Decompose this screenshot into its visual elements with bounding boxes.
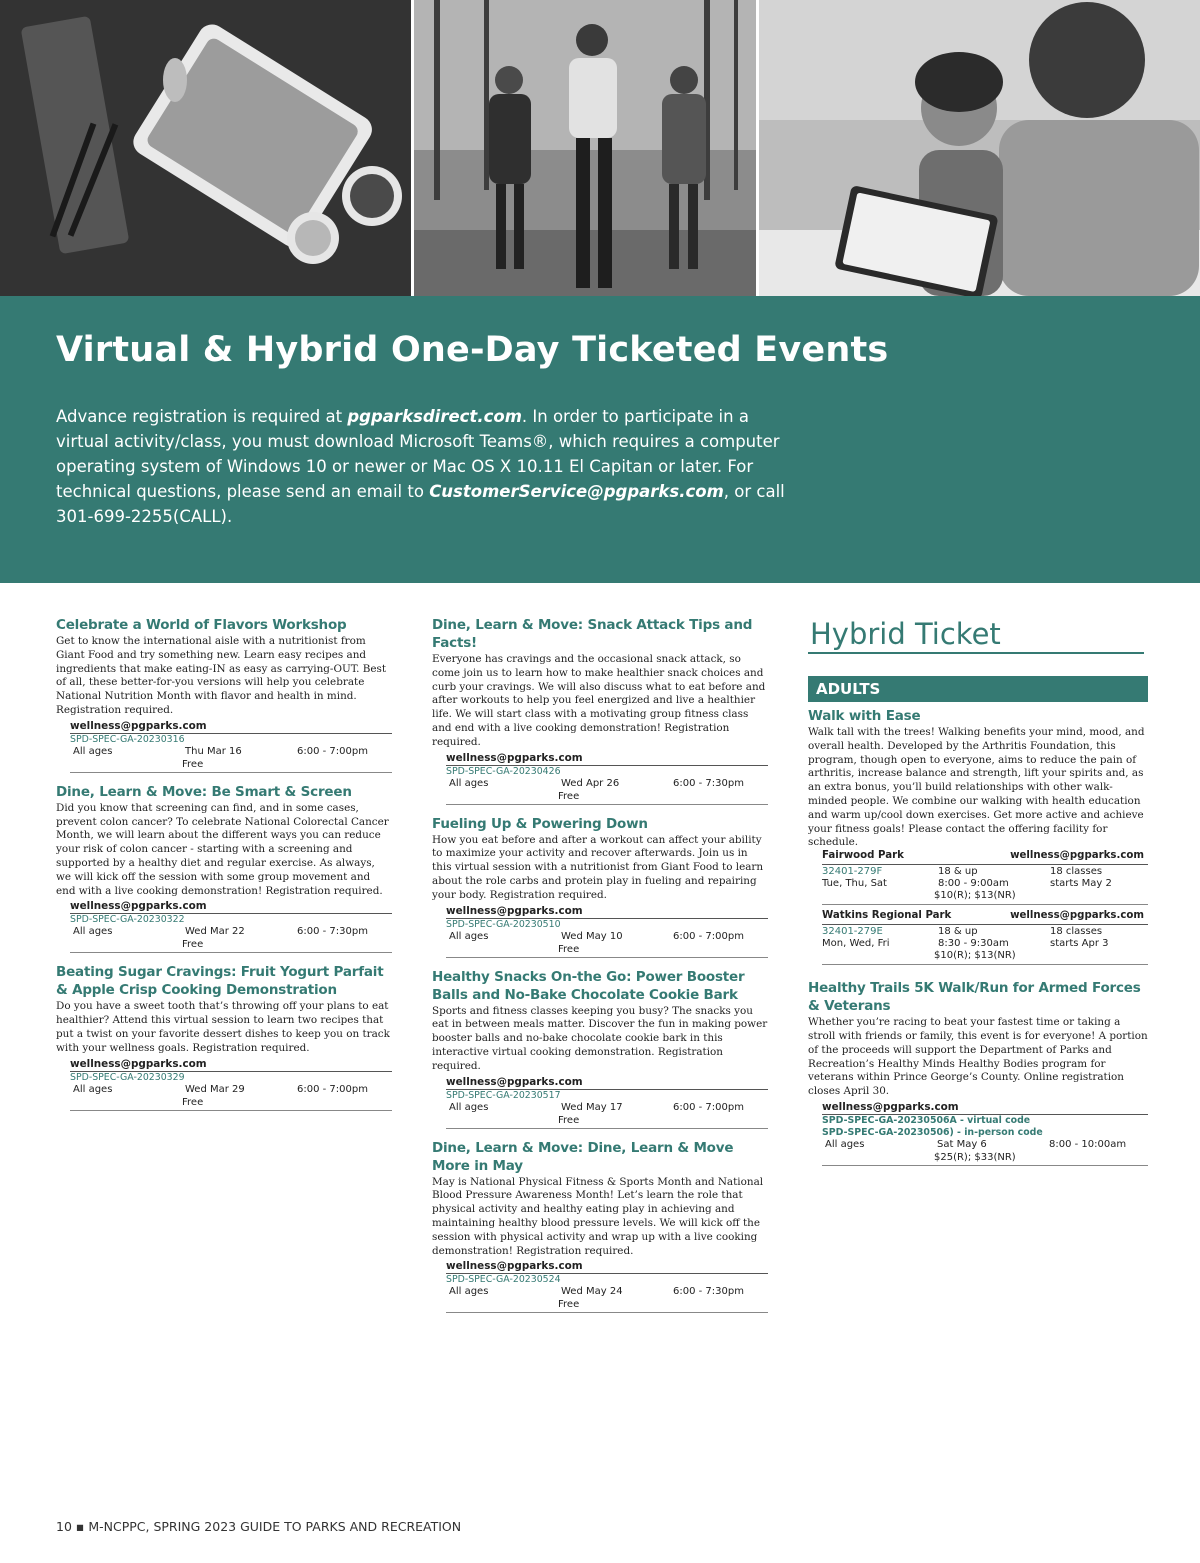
event-time: 6:00 - 7:00pm bbox=[673, 930, 744, 942]
hybrid-ticket-heading: Hybrid Ticket bbox=[808, 616, 1144, 654]
event-listing bbox=[432, 968, 768, 1129]
park-email[interactable]: wellness@pgparks.com bbox=[1010, 850, 1144, 862]
event-time: 6:00 - 7:30pm bbox=[297, 926, 368, 938]
event-date: Wed May 17 bbox=[561, 1101, 623, 1113]
event-date: Sat May 6 bbox=[937, 1138, 987, 1150]
event-contact-email[interactable]: wellness@pgparks.com bbox=[70, 720, 392, 734]
event-schedule-row bbox=[822, 1139, 1148, 1166]
event-title: Fueling Up & Powering Down bbox=[432, 815, 648, 832]
activity-days: Tue, Thu, Sat bbox=[822, 878, 887, 890]
event-date: Wed May 24 bbox=[561, 1286, 623, 1298]
event-fee: $25(R); $33(NR) bbox=[934, 1151, 1016, 1163]
event-title: Celebrate a World of Flavors Workshop bbox=[56, 617, 347, 633]
event-description: Everyone has cravings and the occasional snack attack, so come join us to learn how to make healthier snack choices and curb your cravings. We will also discuss what to eat before and after workouts to help you feel energized and live a healthier life. We will start class with a motivating group fitness class and end with a live cooking demonstration! Registration required. bbox=[432, 653, 766, 748]
event-ages: All ages bbox=[449, 930, 489, 942]
event-ages: All ages bbox=[73, 926, 113, 938]
event-description: Get to know the international aisle with a nutritionist from Giant Food and try something new. Learn easy recipes and ingredients that make eating-IN as easy as carrying-OUT. Best of all, these better-for-you versions will help you celebrate National Nutrition Month with flavor and health in mind. Registration required. bbox=[56, 635, 387, 716]
intro-text: Advance registration is required at pgparksdirect.com. In order to participate in a virtual activity/class, you must download Microsoft Teams®, which requires a computer operating system of Windows 10 or newer or Mac OS X 10.11 El Capitan or later. For technical questions, please send an email to CustomerService@pgparks.com, or call 301-699-2255(CALL). bbox=[56, 407, 785, 526]
activity-time: 8:00 - 9:00am bbox=[938, 878, 1009, 890]
event-ages: All ages bbox=[825, 1138, 865, 1150]
event-ages: All ages bbox=[449, 777, 489, 789]
activity-start: starts Apr 3 bbox=[1050, 938, 1109, 950]
event-description: May is National Physical Fitness & Sports Month and National Blood Pressure Awareness Month! Let’s learn the role that physical activity and healthy eating play in achieving and maintaining healthy blood pressure levels. We will kick off the session with physical activity and wrap up with a live cooking demonstration! Registration required. bbox=[432, 1175, 764, 1257]
activity-fee: $10(R); $13(NR) bbox=[934, 890, 1016, 902]
event-contact-email[interactable]: wellness@pgparks.com bbox=[446, 752, 768, 766]
event-code: SPD-SPEC-GA-20230510 bbox=[446, 918, 561, 930]
activity-fee: $10(R); $13(NR) bbox=[934, 950, 1016, 962]
events-column-1 bbox=[56, 616, 392, 1121]
activity-code: 32401-279E bbox=[822, 926, 883, 938]
photo-father-daughter-tablet bbox=[759, 0, 1200, 296]
event-time: 6:00 - 7:00pm bbox=[673, 1101, 744, 1113]
event-code: SPD-SPEC-GA-20230316 bbox=[70, 733, 185, 745]
activity-classes: 18 classes bbox=[1050, 866, 1103, 878]
park-schedule-row bbox=[822, 865, 1148, 905]
activity-classes: 18 classes bbox=[1050, 926, 1103, 938]
activity-time: 8:30 - 9:30am bbox=[938, 938, 1009, 950]
activity-code: 32401-279F bbox=[822, 866, 883, 878]
event-listing bbox=[432, 815, 768, 958]
page-title: Virtual & Hybrid One-Day Ticketed Events bbox=[56, 330, 889, 370]
event-date: Thu Mar 16 bbox=[185, 745, 242, 757]
event-fee: Free bbox=[558, 790, 580, 802]
activity-ages: 18 & up bbox=[938, 926, 978, 938]
event-fee: Free bbox=[558, 1114, 580, 1126]
event-schedule-row bbox=[70, 1084, 392, 1111]
event-title: Dine, Learn & Move: Dine, Learn & Move More in May bbox=[432, 1139, 734, 1174]
event-fee: Free bbox=[182, 758, 204, 770]
park-name: Fairwood Park bbox=[822, 850, 904, 862]
event-description: Sports and fitness classes keeping you busy? The snacks you eat in between meals matter. Discover the fun in making power booster balls and no-bake chocolate cookie bark in this interactive virtual cooking demonstration. Registration required. bbox=[432, 1004, 768, 1072]
event-date: Wed Mar 22 bbox=[185, 926, 245, 938]
event-title: Healthy Snacks On-the Go: Power Booster Balls and No-Bake Chocolate Cookie Bark bbox=[432, 968, 745, 1003]
event-description: Walk tall with the trees! Walking benefits your mind, mood, and overall health. Developed by the Arthritis Foundation, this program, though open to everyone, aims to reduce the pain of arthritis, increase balance and strength, lift your spirits and, as an extra bonus, you’ll build relationships with other walk-minded people. We combine our walking with health education and warm up/cool down exercises. Get more active and achieve your fitness goals! Please contact the offering facility for schedule. bbox=[808, 726, 1145, 849]
event-ages: All ages bbox=[73, 745, 113, 757]
event-description: Whether you’re racing to beat your fastest time or taking a stroll with friends or family, this event is for everyone! A portion of the proceeds will support the Department of Parks and Recreation’s Healthy Minds Healthy Bodies program for veterans within Prince George’s County. Online registration closes April 30. bbox=[808, 1016, 1148, 1098]
event-code: SPD-SPEC-GA-20230322 bbox=[70, 914, 185, 926]
event-title: Dine, Learn & Move: Snack Attack Tips and Facts! bbox=[432, 617, 753, 651]
event-title: Healthy Trails 5K Walk/Run for Armed Forces & Veterans bbox=[808, 980, 1141, 1015]
event-time: 8:00 - 10:00am bbox=[1049, 1138, 1127, 1150]
event-ages: All ages bbox=[449, 1286, 489, 1298]
event-listing bbox=[56, 616, 392, 773]
event-code: SPD-SPEC-GA-20230426 bbox=[446, 765, 561, 777]
activity-days: Mon, Wed, Fri bbox=[822, 938, 890, 950]
page-footer: 10 ▪ M-NCPPC, SPRING 2023 GUIDE TO PARKS AND RECREATION bbox=[56, 1519, 462, 1534]
event-contact-email[interactable]: wellness@pgparks.com bbox=[446, 1076, 768, 1090]
park-name: Watkins Regional Park bbox=[822, 910, 952, 922]
park-header bbox=[822, 910, 1148, 925]
website-link[interactable]: pgparksdirect.com bbox=[347, 407, 522, 426]
event-listing bbox=[56, 963, 392, 1110]
event-code: SPD-SPEC-GA-20230329 bbox=[70, 1071, 185, 1083]
event-schedule-row bbox=[446, 1286, 768, 1313]
event-date: Wed Apr 26 bbox=[561, 777, 620, 789]
adults-section-header: ADULTS bbox=[808, 676, 1148, 702]
event-time: 6:00 - 7:30pm bbox=[673, 777, 744, 789]
event-listing bbox=[56, 783, 392, 954]
event-fee: Free bbox=[558, 943, 580, 955]
photo-casserole bbox=[0, 0, 411, 296]
event-listing bbox=[432, 616, 768, 805]
event-schedule-row bbox=[446, 778, 768, 805]
photo-walkers bbox=[414, 0, 756, 296]
event-description: Do you have a sweet tooth that’s throwing off your plans to eat healthier? Attend this virtual session to learn two recipes that put a twist on your favorite dessert dishes to keep you on track with your wellness goals. Registration required. bbox=[56, 1000, 390, 1054]
event-date: Wed May 10 bbox=[561, 930, 623, 942]
event-code: SPD-SPEC-GA-20230524 bbox=[446, 1274, 561, 1286]
activity-ages: 18 & up bbox=[938, 866, 978, 878]
event-listing bbox=[432, 1139, 768, 1314]
event-date: Wed Mar 29 bbox=[185, 1083, 245, 1095]
event-listing bbox=[808, 979, 1148, 1166]
event-time: 6:00 - 7:00pm bbox=[297, 1083, 368, 1095]
event-title: Beating Sugar Cravings: Fruit Yogurt Parfait & Apple Crisp Cooking Demonstration bbox=[56, 964, 384, 999]
event-title: Dine, Learn & Move: Be Smart & Screen bbox=[56, 783, 352, 800]
event-contact-email[interactable]: wellness@pgparks.com bbox=[70, 900, 392, 914]
event-code-in-person: SPD-SPEC-GA-20230506) - in-person code bbox=[822, 1126, 1043, 1138]
event-code-virtual: SPD-SPEC-GA-20230506A - virtual code bbox=[822, 1114, 1031, 1126]
event-schedule-row bbox=[446, 931, 768, 958]
activity-start: starts May 2 bbox=[1050, 878, 1112, 890]
event-contact-email[interactable]: wellness@pgparks.com bbox=[446, 905, 768, 919]
event-contact-email[interactable]: wellness@pgparks.com bbox=[70, 1058, 392, 1072]
event-schedule-row bbox=[70, 746, 392, 773]
event-title: Walk with Ease bbox=[808, 708, 921, 724]
customer-service-email[interactable]: CustomerService@pgparks.com bbox=[429, 482, 724, 501]
event-description: How you eat before and after a workout can affect your ability to maximize your activity and recover afterwards. Join us in this virtual session with a nutritionist from Giant Food to learn about the role carbs and protein play in fueling and repairing your body. Registration required. bbox=[432, 833, 764, 901]
event-schedule-row bbox=[70, 926, 392, 953]
event-contact-email[interactable]: wellness@pgparks.com bbox=[822, 1101, 1148, 1115]
event-code: SPD-SPEC-GA-20230517 bbox=[446, 1089, 561, 1101]
event-contact-email[interactable]: wellness@pgparks.com bbox=[446, 1260, 768, 1274]
events-column-2 bbox=[432, 616, 768, 1323]
park-email[interactable]: wellness@pgparks.com bbox=[1010, 910, 1144, 922]
event-ages: All ages bbox=[73, 1083, 113, 1095]
header-banner bbox=[0, 296, 1200, 583]
hybrid-ticket-column bbox=[808, 616, 1148, 1176]
event-description: Did you know that screening can find, and in some cases, prevent colon cancer? To celebrate National Colorectal Cancer Month, we will learn about the different ways you can reduce your risk of colon cancer - starting with a screening and supported by a healthy diet and regular exercise. As always, we will kick off the session with some group movement and end with a live cooking demonstration! Registration required. bbox=[56, 801, 389, 897]
event-time: 6:00 - 7:30pm bbox=[673, 1286, 744, 1298]
event-fee: Free bbox=[182, 939, 204, 951]
event-listing bbox=[808, 707, 1148, 965]
event-fee: Free bbox=[558, 1299, 580, 1311]
park-schedule-row bbox=[822, 925, 1148, 965]
photo-strip bbox=[0, 0, 1200, 296]
event-ages: All ages bbox=[449, 1101, 489, 1113]
park-header bbox=[822, 850, 1148, 865]
event-fee: Free bbox=[182, 1096, 204, 1108]
event-schedule-row bbox=[446, 1102, 768, 1129]
event-time: 6:00 - 7:00pm bbox=[297, 745, 368, 757]
